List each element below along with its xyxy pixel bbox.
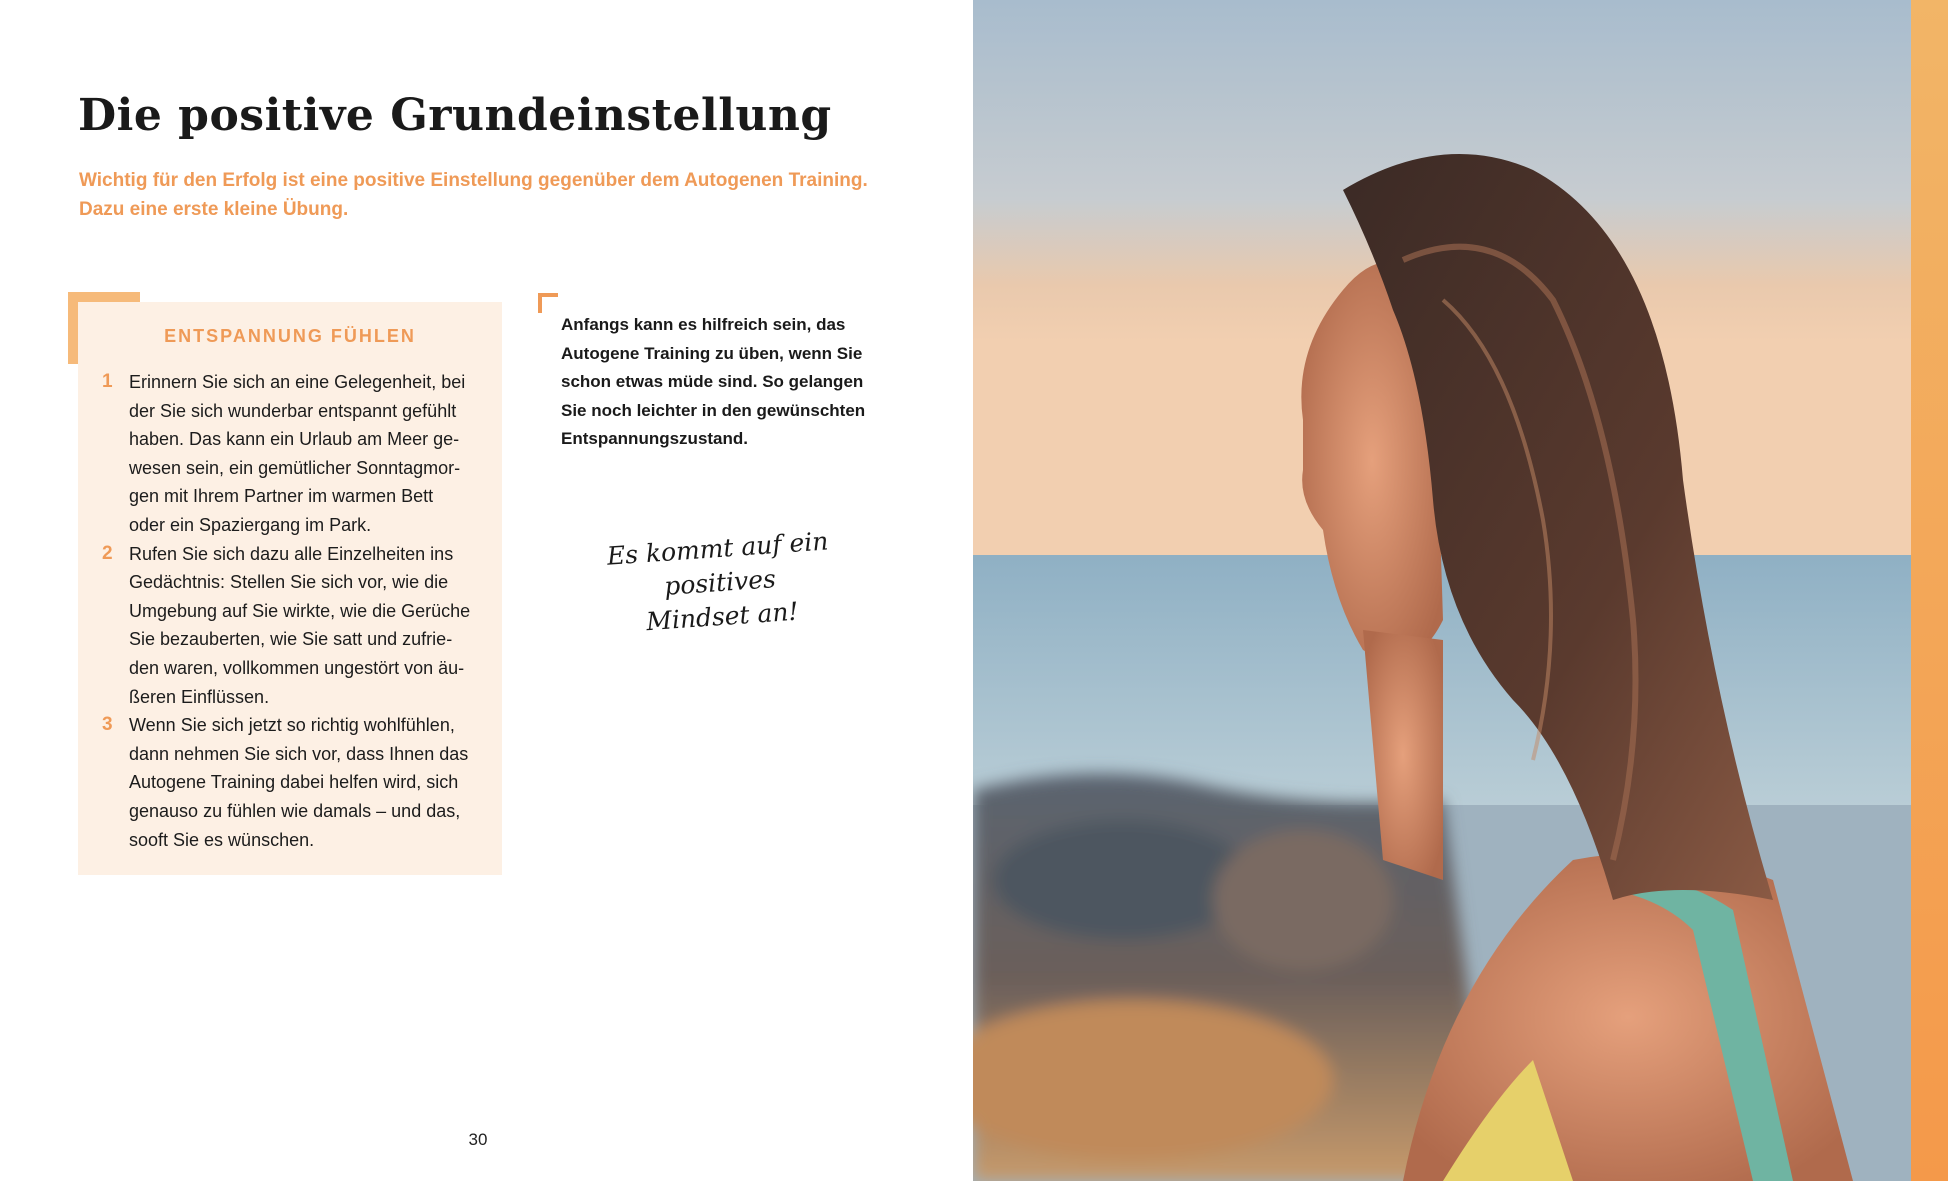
exercise-box [78,302,502,875]
tip-text: Anfangs kann es hilfreich sein, das Autogene Training zu üben, wenn Sie schon etwas müde sind. So gelangen Sie noch leichter in den gewünschten Entspannungszustand. [561,315,866,449]
exercise-step [78,711,502,854]
exercise-step [78,368,502,540]
step-number: 1 [102,371,113,392]
tip-corner-accent [538,293,558,313]
step-text: Wenn Sie sich jetzt so richtig wohlfühlen, dann nehmen Sie sich vor, dass Ihnen das Autogene Training dabei helfen wird, sich genauso zu fühlen wie damals – und das, sooft Sie es wünschen. [129,715,469,850]
page-title: Die positive Grundeinstellung [78,90,832,141]
page-number: 30 [468,1130,488,1149]
handwritten-note: Es kommt auf ein positives Mindset an! [605,526,830,637]
step-text: Rufen Sie sich dazu alle Einzelheiten ins Gedächtnis: Stellen Sie sich vor, wie die Umgebung auf Sie wirkte, wie die Gerüche Sie bezauberten, wie Sie satt und zufrie- den waren, vollkommen ungestört von äu- ßeren Einflüssen. [129,543,471,707]
edge-color-strip [1911,0,1948,1181]
step-number: 2 [102,542,113,564]
left-page [0,0,973,1181]
exercise-heading: ENTSPANNUNG FÜHLEN [164,326,416,346]
step-number: 3 [102,714,113,736]
intro-text: Wichtig für den Erfolg ist eine positive Einstellung gegenüber dem Autogenen Training. Dazu eine erste kleine Übung. [79,170,868,220]
exercise-steps [78,368,502,854]
photo-woman-at-sea [973,0,1911,1181]
photo-illustration [973,0,1911,1181]
exercise-step [78,540,502,712]
step-text: Erinnern Sie sich an eine Gelegenheit, bei der Sie sich wunderbar entspannt gefühlt haben. Das kann ein Urlaub am Meer ge- wesen sein, ein gemütlicher Sonntagmor- gen mit Ihrem Partner im warmen Bett oder ein Spaziergang im Park. [129,372,466,535]
